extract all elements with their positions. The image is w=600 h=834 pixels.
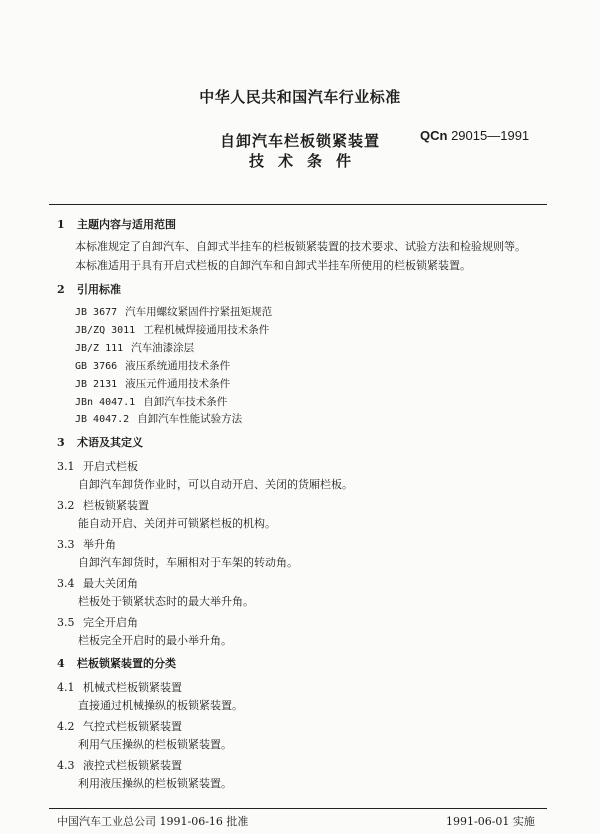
term-definition: 直接通过机械操纵的板锁紧装置。 [78,699,243,712]
section-4-heading [57,655,176,671]
term-name: 气控式栏板锁紧装置 [83,720,182,733]
section-1-heading [57,216,176,232]
reference-name: 工程机械焊接通用技术条件 [143,324,270,336]
reference-name: 汽车用螺纹紧固件拧紧扭矩规范 [125,306,273,318]
paragraph: 本标准规定了自卸汽车、自卸式半挂车的栏板锁紧装置的技术要求、试验方法和检验规则等。 [75,240,526,253]
reference-code: JBn 4047.1 [75,397,136,408]
section-number: 4 [57,657,65,670]
term-name: 液控式栏板锁紧装置 [83,759,182,772]
term-heading [57,757,182,773]
reference-item [75,376,230,391]
term-heading [57,718,182,734]
reference-code: GB 3766 [75,361,118,372]
reference-item [75,411,242,426]
paragraph: 本标准适用于具有开启式栏板的自卸汽车和自卸式半挂车所使用的栏板锁紧装置。 [75,259,471,272]
standard-prefix: QCn [420,128,448,143]
approval-note: 中国汽车工业总公司 1991-06-16 批准 [57,815,249,828]
reference-code: JB/Z 111 [75,343,124,354]
reference-name: 自卸汽车性能试验方法 [137,413,243,425]
standard-code [420,128,529,143]
reference-name: 自卸汽车技术条件 [143,396,228,408]
term-number: 3.5 [57,616,75,629]
section-number: 2 [57,283,65,296]
standard-number: 29015—1991 [451,128,530,143]
reference-name: 液压系统通用技术条件 [125,360,231,372]
section-title: 引用标准 [77,283,121,296]
term-definition: 栏板完全开启时的最小举升角。 [78,634,232,647]
term-number: 3.2 [57,499,75,512]
term-heading [57,536,116,552]
reference-item [75,304,272,319]
term-definition: 利用液压操纵的栏板锁紧装置。 [78,777,232,790]
term-heading [57,679,182,695]
document-title: 自卸汽车栏板锁紧装置 [219,132,380,150]
issuing-organization: 中华人民共和国汽车行业标准 [199,88,401,106]
term-name: 机械式栏板锁紧装置 [83,681,182,694]
term-number: 4.3 [57,759,75,772]
document-subtitle: 技术条件 [248,152,365,170]
term-number: 3.4 [57,577,75,590]
header-divider [49,204,547,205]
reference-item [75,340,194,355]
term-name: 举升角 [83,538,116,551]
section-3-heading [57,434,143,450]
section-number: 1 [57,218,65,231]
reference-name: 汽车油漆涂层 [131,342,195,354]
term-definition: 能自动开启、关闭并可锁紧栏板的机构。 [78,517,276,530]
term-name: 完全开启角 [83,616,138,629]
section-2-heading [57,281,121,297]
section-title: 主题内容与适用范围 [77,218,176,231]
section-title: 术语及其定义 [77,436,143,449]
term-heading [57,614,138,630]
section-number: 3 [57,436,65,449]
term-number: 4.1 [57,681,75,694]
term-heading [57,575,138,591]
reference-code: JB 2131 [75,379,118,390]
reference-item [75,394,227,409]
reference-code: JB 3677 [75,307,118,318]
term-definition: 利用气压操纵的栏板锁紧装置。 [78,738,232,751]
term-heading [57,497,149,513]
section-title: 栏板锁紧装置的分类 [77,657,176,670]
term-number: 4.2 [57,720,75,733]
implementation-date: 1991-06-01 实施 [446,815,535,828]
term-number: 3.3 [57,538,75,551]
term-definition: 栏板处于锁紧状态时的最大举升角。 [78,595,254,608]
reference-item [75,358,230,373]
reference-name: 液压元件通用技术条件 [125,378,231,390]
term-definition: 自卸汽车卸货时，车厢相对于车架的转动角。 [78,556,298,569]
term-name: 最大关闭角 [83,577,138,590]
term-number: 3.1 [57,460,75,473]
reference-code: JB 4047.2 [75,414,130,425]
term-name: 开启式栏板 [83,460,138,473]
reference-code: JB/ZQ 3011 [75,325,136,336]
term-heading [57,458,138,474]
term-name: 栏板锁紧装置 [83,499,149,512]
term-definition: 自卸汽车卸货作业时，可以自动开启、关闭的货厢栏板。 [78,478,353,491]
footer-divider [49,808,547,809]
reference-item [75,322,269,337]
